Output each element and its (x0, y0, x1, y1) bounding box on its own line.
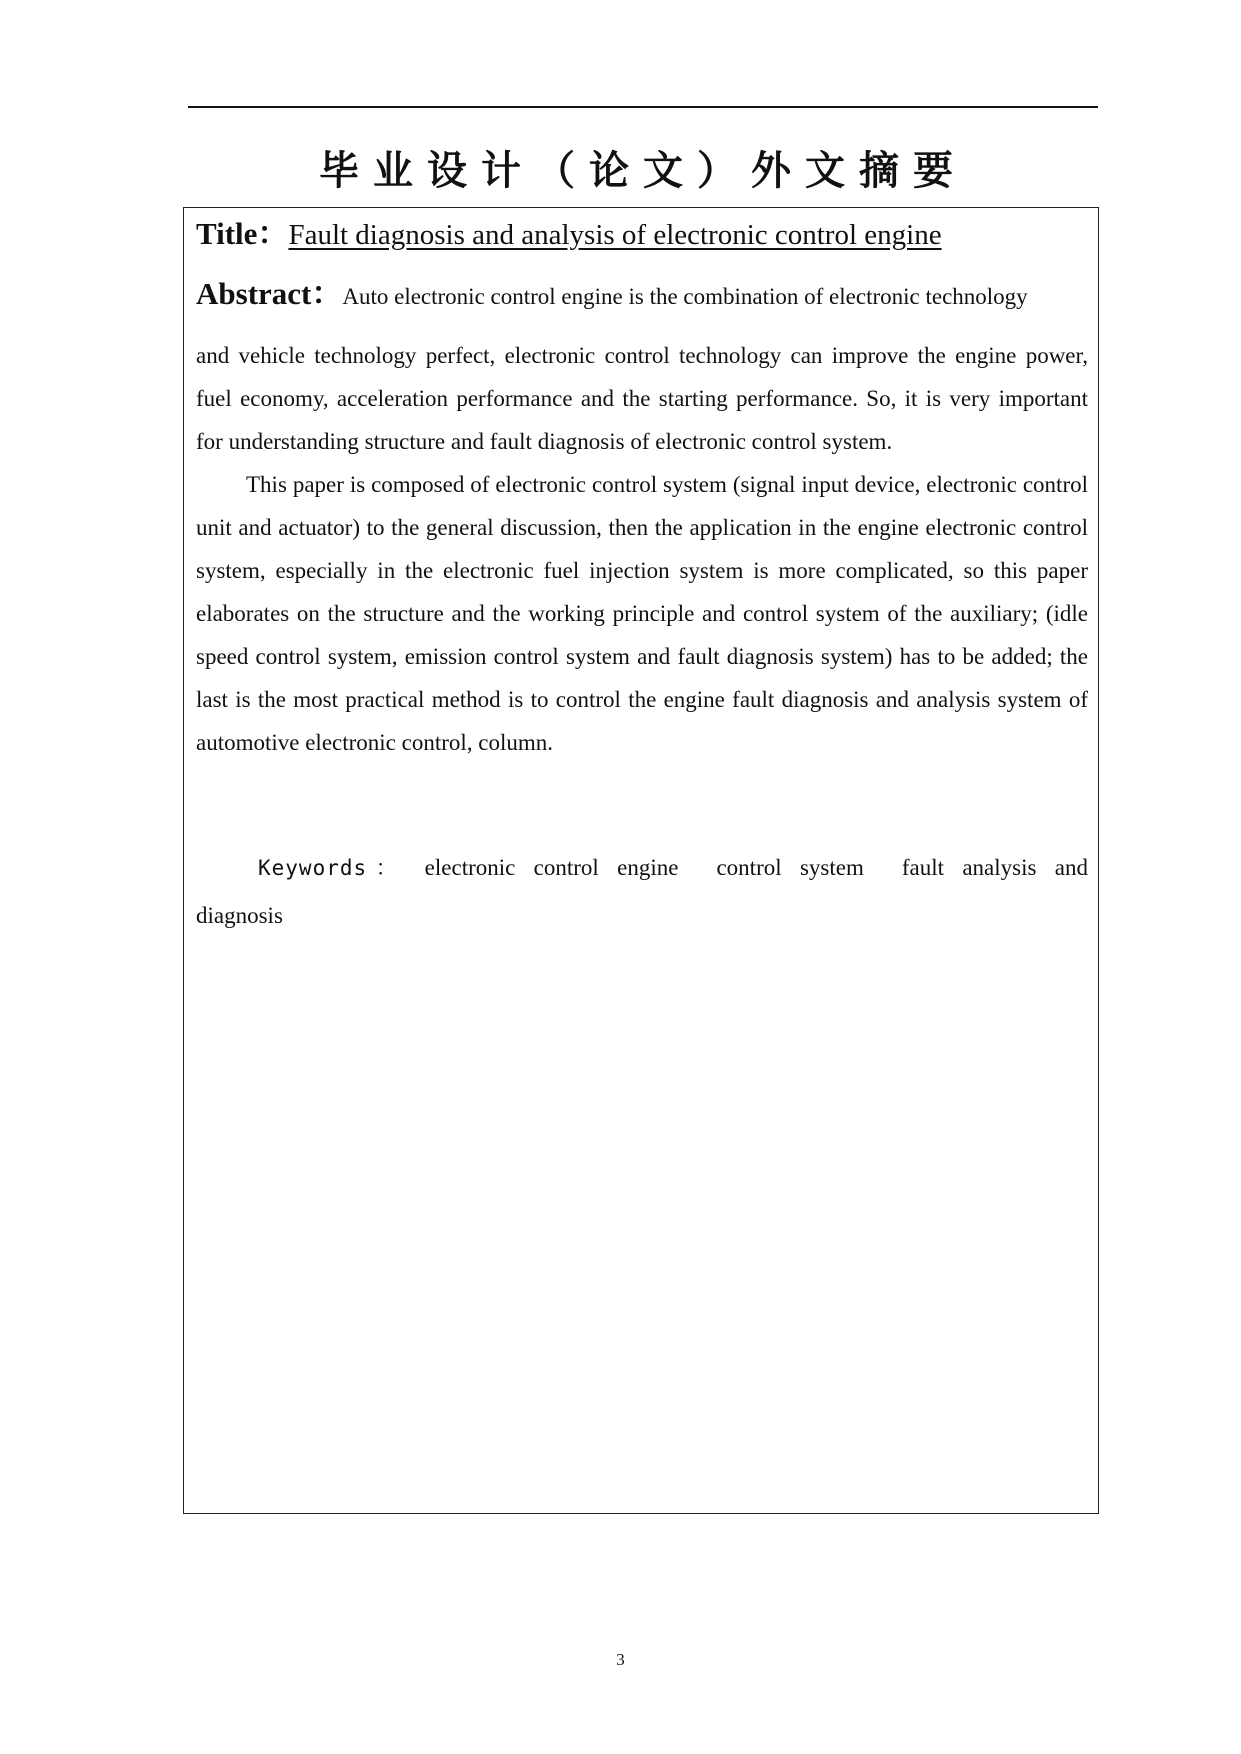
abstract-first-line: Auto electronic control engine is the combination of electronic technology (342, 284, 1028, 309)
abstract-paragraph-1: and vehicle technology perfect, electronic control technology can improve the engine power, fuel economy, acceleration performance and the starting performance. So, it is very important for understanding structure and fault diagnosis of electronic control system. (196, 343, 1088, 454)
abstract-row (196, 277, 1088, 314)
abstract-label: Abstract： (196, 276, 343, 311)
keywords-row (196, 844, 1088, 939)
page-number: 3 (616, 1650, 625, 1669)
header-rule (188, 106, 1098, 108)
title-row (196, 214, 1088, 255)
abstract-content (196, 208, 1088, 939)
abstract-paragraph-2: This paper is composed of electronic control system (signal input device, electronic control unit and actuator) to the general discussion, then the application in the engine electronic control system, especially in the electronic fuel injection system is more complicated, so this paper elaborates on the structure and the working principle and control system of the auxiliary; (idle speed control system, emission control system and fault diagnosis system) has to be added; the last is the most practical method is to control the engine fault diagnosis and analysis system of automotive electronic control, column. (196, 472, 1088, 755)
keyword-item: fault analysis and diagnosis (196, 855, 1088, 928)
title-label: Title： (196, 216, 289, 251)
abstract-box (183, 207, 1099, 1514)
keyword-item: electronic control engine (424, 855, 679, 880)
thesis-title: Fault diagnosis and analysis of electronic control engine (288, 219, 942, 251)
keyword-item: control system (716, 855, 864, 880)
keywords-label: Keywords： (258, 856, 407, 880)
page-heading: 毕业设计（论文）外文摘要 (319, 148, 967, 194)
